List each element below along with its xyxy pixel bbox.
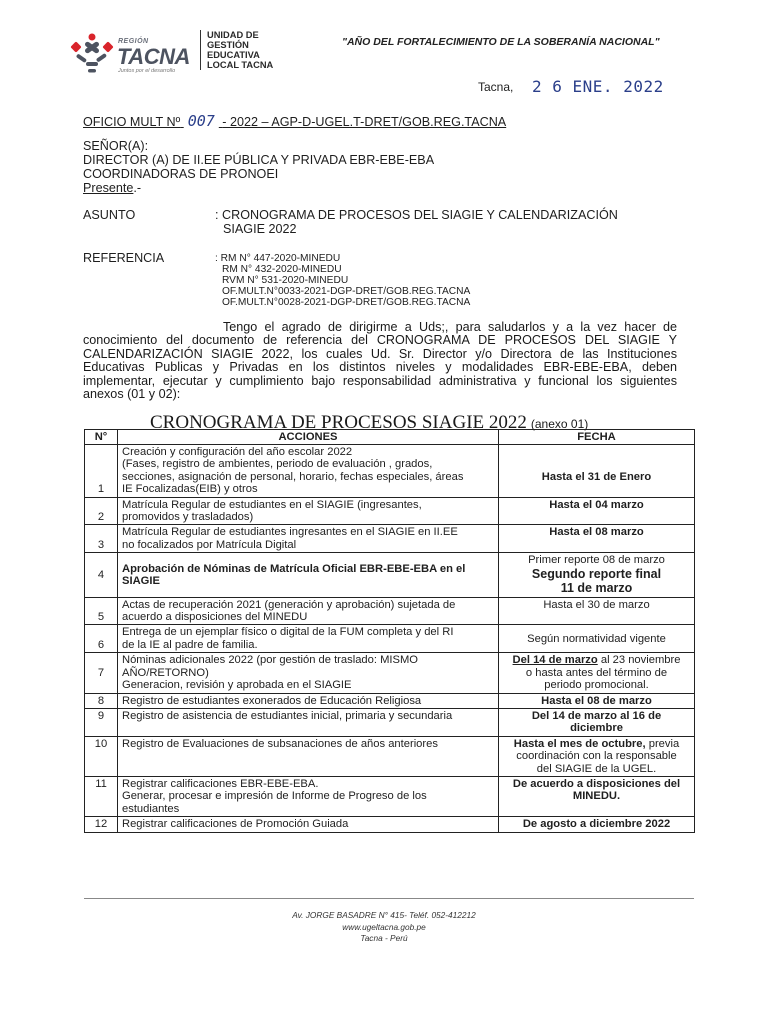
action-line: Generar, procesar e impresión de Informe de Progreso de los [122, 790, 427, 803]
action-line: Creación y configuración del año escolar 2022 [122, 446, 353, 458]
row-action: Registro de asistencia de estudiantes inicial, primaria y secundaria [118, 708, 499, 736]
table-row [85, 597, 695, 625]
col-header-num: N° [85, 430, 118, 445]
action-line: (Fases, registro de ambientes, periodo de evaluación , grados, [122, 458, 433, 471]
date-line: De acuerdo a disposiciones del [512, 777, 681, 790]
year-motto: "AÑO DEL FORTALECIMIENTO DE LA SOBERANÍA NACIONAL" [342, 36, 660, 48]
table-row [85, 693, 695, 708]
oficio-reference [83, 112, 506, 130]
referencia-item: RVM N° 531-2020-MINEDU [222, 275, 349, 286]
cronograma-annex: (anexo 01) [530, 417, 589, 431]
table-header-row [85, 430, 695, 445]
row-action [118, 625, 499, 653]
referencia-item: RM N° 432-2020-MINEDU [222, 264, 342, 275]
row-number: 11 [85, 776, 118, 816]
footer-divider [84, 898, 694, 899]
table-row [85, 525, 695, 553]
body-text: Tengo el agrado de dirigirme a Uds;, para saludarlos y a la vez hacer de conocimiento del documento de referencia del CRONOGRAMA DE PROCESOS DEL SIAGIE Y CALENDARIZACIÓN SIAGIE 2022, los cuales Ud. Sr. Director y/o Directora de las Instituciones Educativas Publicas y Privadas en los distintos niveles y modalidades EBR-EBE-EBA, deben implementar, ejecutar y cumplimiento bajo responsabilidad administrativa y funcional los siguientes anexos (01 y 02): [83, 320, 677, 402]
action-line: secciones, asignación de personal, horario, fechas especiales, áreas [122, 470, 464, 483]
footer-city: Tacna - Perú [360, 933, 408, 943]
date-line: Del 14 de marzo al 16 de [531, 709, 662, 722]
oficio-handwritten-number: 007 [187, 112, 215, 130]
action-line: Matrícula Regular de estudiantes ingresantes en el SIAGIE en II.EE [122, 526, 458, 539]
row-date [499, 653, 695, 693]
date-line: o hasta antes del término de [525, 666, 668, 679]
action-line: IE Focalizadas(EIB) y otros [122, 483, 258, 496]
date-line: Primer reporte 08 de marzo [528, 554, 665, 567]
table-row [85, 776, 695, 816]
row-date [499, 736, 695, 776]
action-line: estudiantes [122, 802, 180, 815]
row-date [499, 553, 695, 597]
row-number: 10 [85, 736, 118, 776]
table-row [85, 736, 695, 776]
oficio-suffix: - 2022 – AGP-D-UGEL.T-DRET/GOB.REG.TACNA [222, 115, 507, 129]
addressee-block [83, 139, 434, 195]
col-header-date: FECHA [499, 430, 695, 445]
row-action [118, 525, 499, 553]
footer-website: www.ugeltacna.gob.pe [342, 921, 426, 932]
row-number: 2 [85, 497, 118, 525]
action-line: acuerdo a disposiciones del MINEDU [122, 611, 308, 624]
row-date: De agosto a diciembre 2022 [499, 817, 695, 832]
row-action [118, 597, 499, 625]
row-number: 6 [85, 625, 118, 653]
date-end: al 23 noviembre [600, 654, 681, 667]
action-line: no focalizados por Matrícula Digital [122, 538, 297, 551]
date-bold-part: Hasta el mes de octubre, [513, 737, 646, 750]
region-emblem-icon [66, 32, 116, 78]
action-line: Entrega de un ejemplar físico o digital de la FUM completa y del RI [122, 626, 454, 639]
action-line: Matrícula Regular de estudiantes en el SIAGIE (ingresantes, [122, 498, 422, 511]
addressee-line: DIRECTOR (A) DE II.EE PÚBLICA Y PRIVADA EBR-EBE-EBA [83, 153, 435, 167]
footer-address [0, 910, 768, 945]
row-number: 12 [85, 817, 118, 832]
date-line: del SIAGIE de la UGEL. [536, 762, 657, 775]
unit-line: GESTIÓN [207, 40, 249, 50]
row-number: 5 [85, 597, 118, 625]
action-line: AÑO/RETORNO) [122, 666, 209, 679]
row-number: 4 [85, 553, 118, 597]
date-line: diciembre [570, 722, 623, 735]
row-number: 1 [85, 445, 118, 498]
row-date: Hasta el 31 de Enero [499, 445, 695, 498]
body-paragraph [83, 321, 677, 401]
unit-line: LOCAL TACNA [207, 60, 274, 70]
row-date: Hasta el 08 de marzo [499, 693, 695, 708]
addressee-line: COORDINADORAS DE PRONOEI [83, 167, 279, 181]
row-action: Registro de Evaluaciones de subsanaciones de años anteriores [118, 736, 499, 776]
date-stamp: 2 6 ENE. 2022 [532, 77, 664, 96]
date-line-emphasis: 11 de marzo [560, 581, 633, 596]
date-rest: previa [648, 737, 680, 750]
row-date: Hasta el 08 marzo [499, 525, 695, 553]
date-line [503, 654, 690, 666]
action-line: Registrar calificaciones EBR-EBE-EBA. [122, 777, 319, 790]
referencia-list [215, 253, 470, 308]
row-number: 8 [85, 693, 118, 708]
row-action: Registro de estudiantes exonerados de Educación Religiosa [118, 693, 499, 708]
referencia-item: : RM N° 447-2020-MINEDU [215, 253, 341, 264]
col-header-actions: ACCIONES [118, 430, 499, 445]
row-action [118, 653, 499, 693]
row-date [499, 708, 695, 736]
row-number: 7 [85, 653, 118, 693]
cronograma-title-text: CRONOGRAMA DE PROCESOS SIAGIE 2022 [150, 412, 527, 433]
asunto-value [215, 208, 618, 236]
date-line-emphasis: Segundo reporte final [531, 566, 662, 581]
presente-line [83, 181, 434, 195]
action-line: Nóminas adicionales 2022 (por gestión de traslado: MISMO [122, 654, 418, 667]
unit-line: UNIDAD DE [207, 30, 259, 40]
referencia-label: REFERENCIA [83, 251, 165, 265]
row-action: Registrar calificaciones de Promoción Guiada [118, 817, 499, 832]
presente-end: .- [133, 181, 142, 195]
action-line: Generacion, revisión y aprobada en el SIAGIE [122, 679, 352, 692]
table-row [85, 817, 695, 832]
date-line [503, 738, 690, 750]
row-date: Según normatividad vigente [499, 625, 695, 653]
table-row [85, 497, 695, 525]
table-row [85, 553, 695, 597]
addressee-line: SEÑOR(A): [83, 139, 149, 153]
asunto-label: ASUNTO [83, 208, 136, 222]
date-line: MINEDU. [572, 790, 621, 803]
presente-word: Presente [83, 181, 134, 195]
row-action [118, 497, 499, 525]
oficio-prefix: OFICIO MULT Nº [83, 115, 181, 129]
table-row [85, 653, 695, 693]
cronograma-table [84, 429, 695, 833]
date-start-underlined: Del 14 de marzo [512, 654, 598, 667]
table-row [85, 625, 695, 653]
region-tacna-logo [66, 32, 198, 78]
row-number: 9 [85, 708, 118, 736]
table-row [85, 445, 695, 498]
date-line: periodo promocional. [544, 679, 649, 692]
table-row [85, 708, 695, 736]
row-date: Hasta el 04 marzo [499, 497, 695, 525]
row-action [118, 445, 499, 498]
unit-name-block [200, 30, 273, 70]
asunto-line: : CRONOGRAMA DE PROCESOS DEL SIAGIE Y CALENDARIZACIÓN [215, 208, 618, 222]
logo-name: TACNA [117, 44, 190, 69]
row-date [499, 776, 695, 816]
asunto-line: SIAGIE 2022 [223, 222, 297, 236]
row-action [118, 776, 499, 816]
unit-line: EDUCATIVA [207, 50, 260, 60]
row-action: Aprobación de Nóminas de Matrícula Oficial EBR-EBE-EBA en el SIAGIE [118, 553, 499, 597]
city-label: Tacna, [478, 80, 514, 94]
logo-tagline: Juntos por el desarrollo [118, 68, 176, 74]
row-number: 3 [85, 525, 118, 553]
logo-region-label: REGIÓN [118, 38, 149, 45]
action-line: de la IE al padre de familia. [122, 638, 258, 651]
referencia-item: OF.MULT.N°0033-2021-DGP-DRET/GOB.REG.TACNA [222, 286, 471, 297]
date-line: coordinación con la responsable [516, 750, 677, 763]
row-date: Hasta el 30 de marzo [499, 597, 695, 625]
footer-address-line: Av. JORGE BASADRE N° 415- Teléf. 052-412212 [292, 910, 476, 920]
action-line: Actas de recuperación 2021 (generación y aprobación) sujetada de [122, 598, 456, 611]
action-line: promovidos y trasladados) [122, 511, 254, 524]
referencia-item: OF.MULT.N°0028-2021-DGP-DRET/GOB.REG.TACNA [222, 297, 471, 308]
